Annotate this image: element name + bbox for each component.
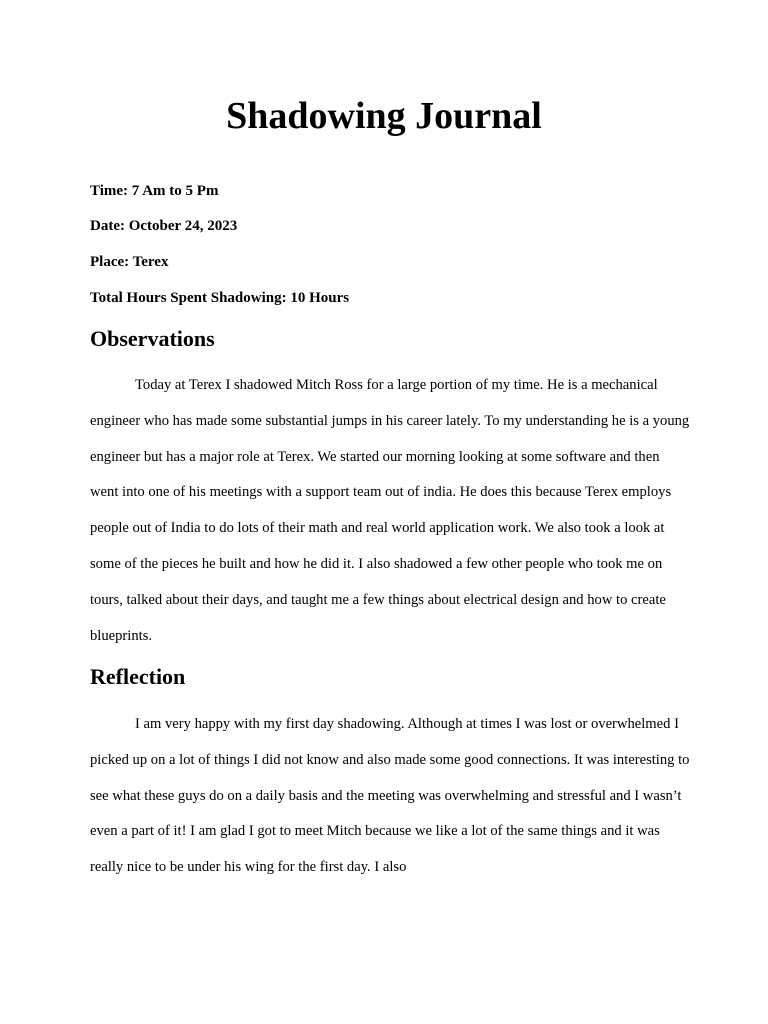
meta-place: Place: Terex	[90, 254, 169, 270]
reflection-heading: Reflection	[90, 664, 186, 689]
meta-total-hours: Total Hours Spent Shadowing: 10 Hours	[90, 290, 350, 306]
meta-time: Time: 7 Am to 5 Pm	[90, 183, 219, 199]
observations-heading: Observations	[90, 326, 215, 351]
document-title: Shadowing Journal	[226, 95, 542, 137]
meta-date: Date: October 24, 2023	[90, 218, 238, 234]
reflection-paragraph: I am very happy with my first day shadowing. Although at times I was lost or overwhelmed I picked up on a lot of things I did not know and also made some good connections. It was interesting to see what these guys do on a daily basis and the meeting was overwhelming and stressful and I wasn’t even a part of it! I am glad I got to meet Mitch because we like a lot of the same things and it was really nice to be under his wing for the first day. I also	[90, 716, 690, 876]
observations-paragraph: Today at Terex I shadowed Mitch Ross for a large portion of my time. He is a mechanical engineer who has made some substantial jumps in his career lately. To my understanding he is a young engineer but has a major role at Terex. We started our morning looking at some software and then went into one of his meetings with a support team out of india. He does this because Terex employs people out of India to do lots of their math and real world application work. We also took a look at some of the pieces he built and how he did it. I also shadowed a few other people who took me on tours, talked about their days, and taught me a few things about electrical design and how to create blueprints.	[90, 377, 690, 644]
